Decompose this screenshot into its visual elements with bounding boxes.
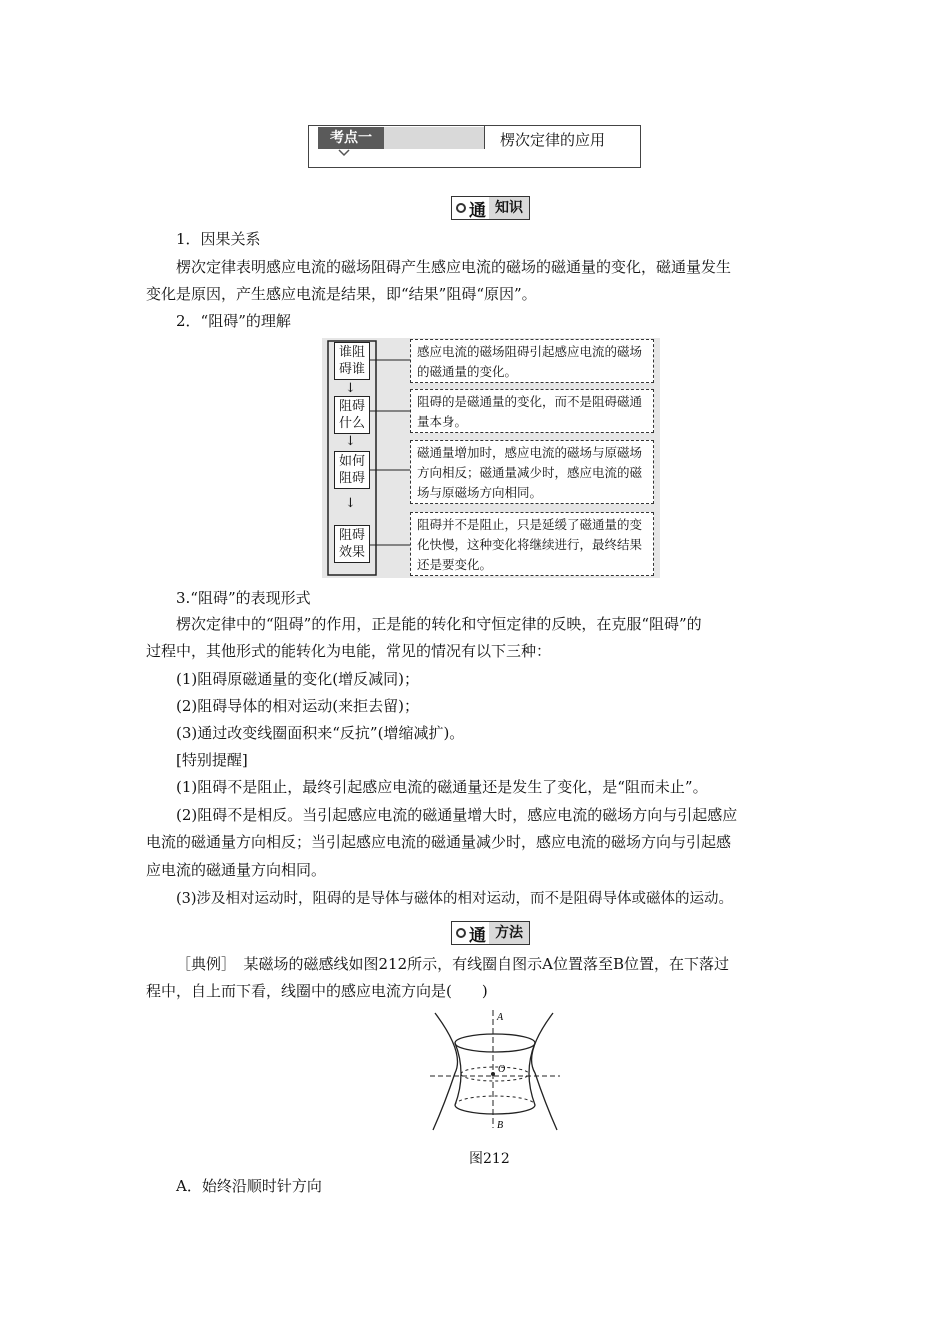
label-b: B [497,1120,504,1131]
list-item: (2)阻碍不是相反。当引起感应电流的磁通量增大时，感应电流的磁场方向与引起感应 [176,806,738,824]
list-item: (3)通过改变线圈面积来“反抗”(增缩减扩)。 [176,724,465,742]
section3-heading: 3.“阻碍”的表现形式 [176,589,311,607]
badge-big-char: 通 [469,925,486,946]
section2-heading: 2．“阻碍”的理解 [176,312,291,330]
diagram-label-box: 阻碍 什么 [334,396,370,434]
knowledge-badge [451,196,530,220]
list-item: (3)涉及相对运动时，阻碍的是导体与磁体的相对运动，而不是阻碍导体或磁体的运动。 [176,891,734,907]
tag-pointer-icon [337,149,351,157]
paragraph-line: 变化是原因，产生感应电流是结果，即“结果”阻碍“原因”。 [146,285,537,303]
topic-tag: 考点一 [318,127,384,149]
diagram-label-box: 如何 阻碍 [334,451,370,489]
method-badge [451,921,530,945]
magnetic-field-figure [425,1008,565,1138]
list-item: (1)阻碍原磁通量的变化(增反减同)； [176,670,419,688]
badge-big-char: 通 [469,200,486,221]
diagram-text-box: 磁通量增加时，感应电流的磁场与原磁场方向相反；磁通量减少时，感应电流的磁场与原磁场方向相同。 [410,440,654,504]
list-item: (2)阻碍导体的相对运动(来拒去留)； [176,697,419,715]
down-arrow-icon: ↓ [345,434,356,449]
example-line: ［典例］ 某磁场的磁感线如图212所示，有线圈自图示A位置落至B位置，在下落过 [176,955,729,973]
paragraph-line: 电流的磁通量方向相反；当引起感应电流的磁通量减少时，感应电流的磁场方向与引起感 [146,833,732,851]
label-a: A [497,1012,504,1023]
diagram-text-box: 感应电流的磁场阻碍引起感应电流的磁场的磁通量的变化。 [410,339,654,383]
drop-icon [456,928,466,938]
diagram-label-box: 谁阻 碍谁 [334,342,370,380]
diagram-text-box: 阻碍并不是阻止，只是延缓了磁通量的变化快慢，这种变化将继续进行，最终结果还是要变化。 [410,512,654,576]
paragraph-line: 过程中，其他形式的能转化为电能，常见的情况有以下三种： [146,642,552,660]
paragraph-line: 楞次定律表明感应电流的磁场阻碍产生感应电流的磁场的磁通量的变化，磁通量发生 [176,258,732,276]
topic-divider [484,125,485,149]
option-a: A．始终沿顺时针方向 [176,1177,322,1195]
paragraph-line: 应电流的磁通量方向相同。 [146,861,327,879]
section1-heading: 1．因果关系 [176,230,261,248]
reminder-heading: [特别提醒] [176,751,248,769]
down-arrow-icon: ↓ [345,496,356,511]
list-item: (1)阻碍不是阻止，最终引起感应电流的磁通量还是发生了变化，是“阻而未止”。 [176,778,708,796]
example-line: 程中，自上而下看，线圈中的感应电流方向是( ) [146,982,488,1000]
paragraph-line: 楞次定律中的“阻碍”的作用，正是能的转化和守恒定律的反映，在克服“阻碍”的 [176,615,702,633]
down-arrow-icon: ↓ [345,381,356,396]
figure-caption: 图212 [469,1151,510,1167]
badge-text: 方法 [489,922,529,944]
diagram-text-box: 阻碍的是磁通量的变化，而不是阻碍磁通量本身。 [410,389,654,433]
badge-text: 知识 [489,197,529,219]
drop-icon [456,203,466,213]
topic-title: 楞次定律的应用 [500,131,606,149]
label-o: O [498,1064,506,1075]
diagram-label-box: 阻碍 效果 [334,525,370,563]
